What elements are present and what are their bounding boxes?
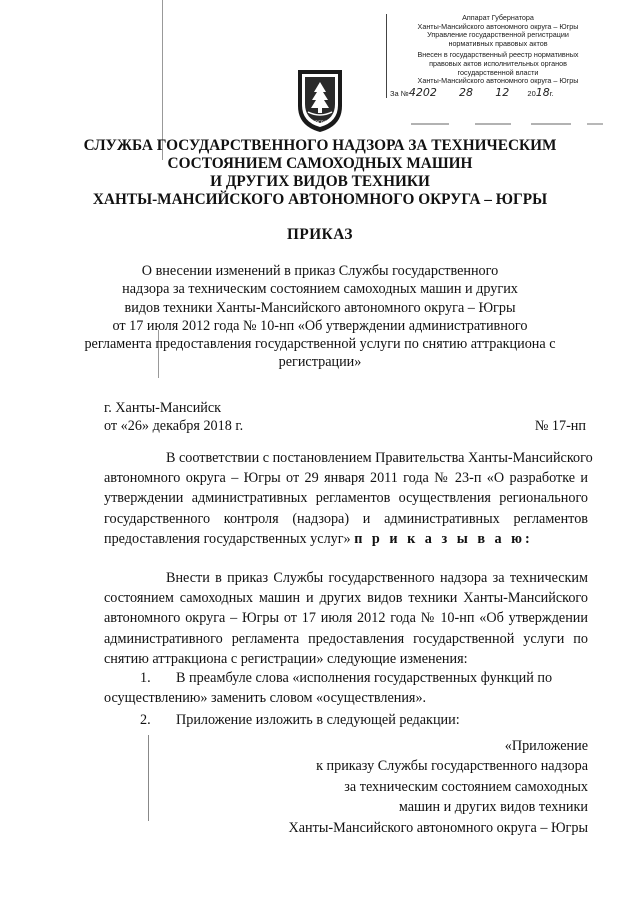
appendix-line: «Приложение xyxy=(504,738,588,754)
org-line: СЛУЖБА ГОСУДАРСТВЕННОГО НАДЗОРА ЗА ТЕХНИЧЕСКИМ xyxy=(83,137,557,154)
document-type: ПРИКАЗ xyxy=(287,226,353,243)
stamp-line: нормативных правовых актов xyxy=(448,38,548,48)
stamp-registration-line xyxy=(390,85,606,99)
item-number: 1. xyxy=(140,670,151,686)
subject-line: надзора за техническим состоянием самоходных машин и других xyxy=(122,281,518,298)
subject-line: О внесении изменений в приказ Службы государственного xyxy=(141,263,499,279)
emblem-caption: ЮГРА xyxy=(313,121,327,126)
paragraph-line: утверждении административных регламентов осуществления регионального xyxy=(104,490,588,507)
scan-artifact xyxy=(148,735,149,821)
appendix-line: машин и других видов техники xyxy=(398,799,588,816)
item-number: 2. xyxy=(140,712,151,728)
issue-city: г. Ханты-Мансийск xyxy=(104,400,222,416)
org-line: ХАНТЫ-МАНСИЙСКОГО АВТОНОМНОГО ОКРУГА – ЮГРЫ xyxy=(92,191,548,208)
preamble-paragraph xyxy=(104,448,593,549)
stamp-reg-suffix: г. xyxy=(549,88,554,98)
stamp-line: Внесен в государственный реестр нормативных xyxy=(417,50,579,60)
stamp-reg-year: 18 xyxy=(535,85,550,99)
stamp-underlines xyxy=(411,124,625,128)
stamp-line: Управление государственной регистрации xyxy=(427,30,569,40)
subject-line: видов техники Ханты-Мансийского автономного округа – Югры xyxy=(124,299,516,316)
stamp-line: правовых актов исполнительных органов xyxy=(429,58,567,68)
subject-line: от 17 июля 2012 года № 10-нп «Об утверждении административного xyxy=(112,317,528,334)
stamp-line: Ханты-Мансийского автономного округа – Югры xyxy=(417,76,579,86)
stamp-line: государственной власти xyxy=(457,67,539,77)
stamp-reg-prefix: За № xyxy=(390,88,409,98)
paragraph-line: государственного контроля (надзора) и административных регламентов xyxy=(104,510,588,527)
appendix-line: к приказу Службы государственного надзора xyxy=(316,758,588,775)
stamp-line: Аппарат Губернатора xyxy=(462,13,534,22)
paragraph-line: снятию аттракциона с регистрации» следующие изменения: xyxy=(104,650,468,667)
paragraph-line: административного регламента предоставления государственной услуги по xyxy=(104,630,588,647)
issue-date: от «26» декабря 2018 г. xyxy=(104,418,244,434)
order-number: № 17-нп xyxy=(534,418,586,434)
appendix-line: Ханты-Мансийского автономного округа – Югры xyxy=(288,819,588,836)
item-text: осуществлению» заменить словом «осуществления». xyxy=(104,690,427,706)
org-line: СОСТОЯНИЕМ САМОХОДНЫХ МАШИН xyxy=(167,155,473,172)
subject-line: регистрации» xyxy=(278,354,362,371)
paragraph-line xyxy=(104,529,588,549)
scan-artifact xyxy=(162,0,163,160)
appendix-header xyxy=(288,736,588,838)
paragraph-line: состоянием самоходных машин и других видов техники Ханты-Мансийского xyxy=(104,590,588,607)
order-command: п р и к а з ы в а ю: xyxy=(354,530,533,547)
stamp-reg-month: 12 xyxy=(495,85,510,99)
stamp-reg-year-prefix: 20 xyxy=(527,88,536,98)
stamp-reg-number: 4202 xyxy=(408,85,437,99)
item-text: Приложение изложить в следующей редакции: xyxy=(176,712,460,728)
paragraph-text: предоставления государственных услуг» xyxy=(104,530,351,547)
item-text: В преамбуле слова «исполнения государственных функций по xyxy=(176,670,553,686)
coat-of-arms-icon xyxy=(294,66,346,134)
stamp-line: Ханты-Мансийского автономного округа – Югры xyxy=(417,21,579,31)
paragraph-line: автономного округа – Югры от 17 июля 2012 года № 10-нп «Об утверждении xyxy=(104,610,588,627)
paragraph-line: Внести в приказ Службы государственного надзора за техническим xyxy=(166,570,588,586)
stamp-block-office xyxy=(390,14,606,48)
organization-name xyxy=(60,137,580,209)
org-line: И ДРУГИХ ВИДОВ ТЕХНИКИ xyxy=(210,173,430,190)
stamp-block-registry xyxy=(390,51,606,85)
paragraph-line: В соответствии с постановлением Правительства Ханты-Мансийского xyxy=(166,450,593,466)
subject-line: регламента предоставления государственной услуги по снятию аттракциона с xyxy=(84,336,556,353)
paragraph-line: автономного округа – Югры от 29 января 2011 года № 23-п «О разработке и xyxy=(104,470,588,487)
appendix-line: за техническим состоянием самоходных xyxy=(344,778,588,795)
stamp-reg-day: 28 xyxy=(459,85,474,99)
main-paragraph xyxy=(104,568,588,669)
registration-stamp xyxy=(386,14,606,98)
order-subject xyxy=(80,262,560,372)
